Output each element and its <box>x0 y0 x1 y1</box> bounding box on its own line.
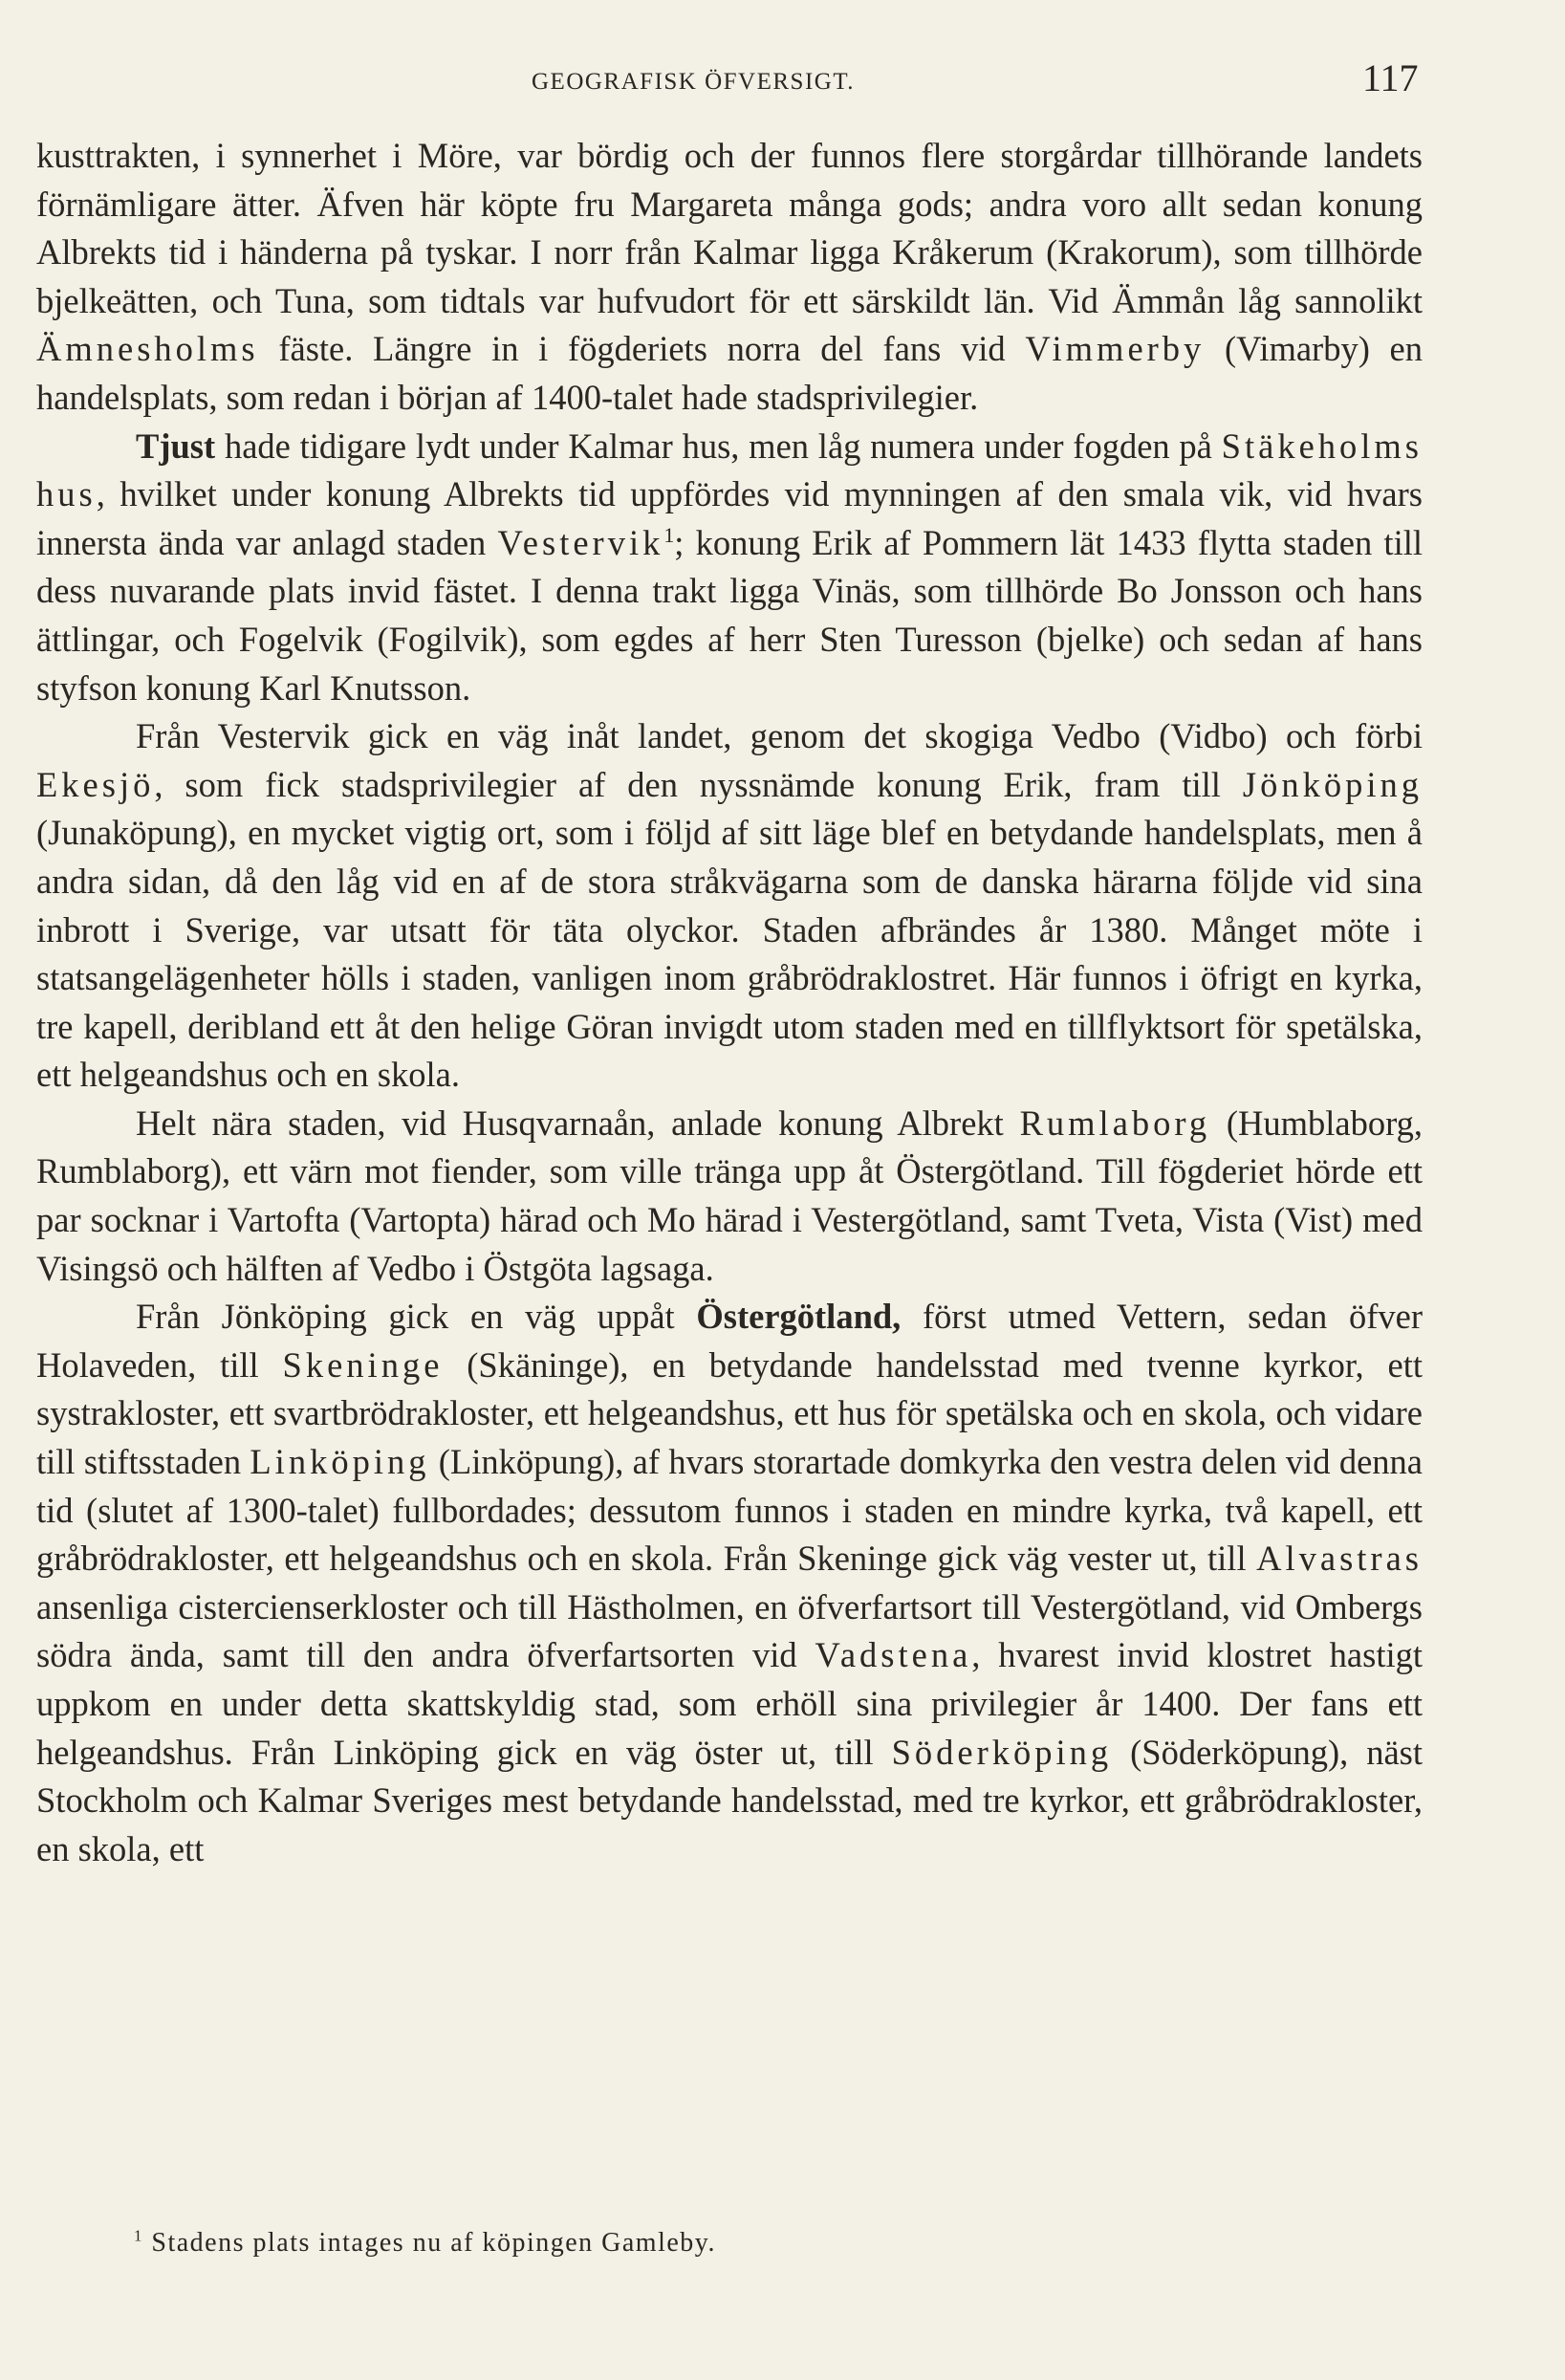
section-keyword: Tjust <box>136 426 216 466</box>
text-run: först utmed Vettern, sedan öfver Holaveden, till <box>36 1297 1423 1385</box>
paragraph-1 <box>36 132 1423 423</box>
text-run: Från Vestervik gick en väg inåt landet, genom det skogiga Vedbo (Vidbo) och förbi <box>136 716 1423 756</box>
place-name: Alvastras <box>1256 1539 1423 1579</box>
text-run: (Skäninge), en betydande handelsstad med tvenne kyrkor, ett systrakloster, ett svartbrödrakloster, ett helgeandshus, ett hus för spetälska och en skola, och vidare till stiftsstaden <box>36 1344 1423 1482</box>
footnote <box>134 2228 716 2259</box>
text-run: Helt nära staden, vid Husqvarnaån, anlade konung Albrekt <box>136 1103 1020 1143</box>
place-name: Skeninge <box>282 1344 444 1385</box>
paragraph-4 <box>36 1100 1423 1293</box>
footnote-reference: 1 <box>663 522 675 547</box>
place-name: Vadstena <box>815 1635 972 1675</box>
text-run: Från Jönköping gick en väg uppåt <box>136 1297 697 1337</box>
footnote-text: Stadens plats intages nu af köpingen Gamleby. <box>151 2228 716 2258</box>
running-title: GEOGRAFISK ÖFVERSIGT. <box>532 69 856 95</box>
text-run: (Humblaborg, Rumblaborg), ett värn mot fiender, som ville tränga upp åt Östergötland. Till fögderiet hörde ett par socknar i Vartofta (Vartopta) härad och Mo härad i Vestergötland, samt Tveta, Vista (Vist) med Visingsö och hälften af Vedbo i Östgöta lagsaga. <box>36 1103 1424 1288</box>
place-name: Stäkeholms hus <box>36 426 1423 514</box>
text-run: , som fick stadsprivilegier af den nyssnämde konung Erik, fram till <box>154 764 1243 804</box>
text-run: kusttrakten, i synnerhet i Möre, var bördig och der funnos flere storgårdar tillhörande landets förnämligare ätter. Äfven här köpte fru Margareta många gods; andra voro allt sedan konung Albrekts tid i händerna på tyskar. I norr från Kalmar ligga Kråkerum (Krakorum), som tillhörde bjelkeätten, och Tuna, som tidtals var hufvudort för ett särskildt län. Vid Ämmån låg sannolikt <box>36 136 1423 320</box>
place-name: Ämnesholms <box>36 329 259 369</box>
body-text <box>36 132 1423 1873</box>
text-run: (Junaköpung), en mycket vigtig ort, som i följd af sitt läge blef en betydande handelsplats, men å andra sidan, då den låg vid en af de stora stråkvägarna som de danska härarna följde vid sina inbrott i Sverige, var utsatt för täta olyckor. Staden afbrändes år 1380. Månget möte i statsangelägenheter hölls i staden, vanligen inom gråbrödraklostret. Här funnos i öfrigt en kyrka, tre kapell, deribland ett åt den helige Göran invigdt utom staden med en tillflyktsort för spetälska, ett helgeandshus och en skola. <box>36 813 1423 1095</box>
running-head <box>0 55 1565 103</box>
paragraph-5 <box>36 1293 1423 1873</box>
text-run: ansenliga cistercienserkloster och till Hästholmen, en öfverfartsort till Vestergötland, vid Ombergs södra ända, samt till den andra öfverfartsorten vid <box>36 1586 1423 1675</box>
place-name: Rumlaborg <box>1019 1103 1211 1143</box>
text-run: (Söderköpung), näst Stockholm och Kalmar Sveriges mest betydande handelsstad, med tre kyrkor, ett gråbrödrakloster, en skola, ett <box>36 1732 1424 1868</box>
place-name: Ekesjö <box>36 764 155 804</box>
text-run: , hvarest invid klostret hastigt uppkom en under detta skattskyldig stad, som erhöll sina privilegier år 1400. Der fans ett helgeandshus. Från Linköping gick en väg öster ut, till <box>36 1635 1424 1772</box>
place-name: Vestervik <box>497 522 664 562</box>
page-number: 117 <box>1362 56 1419 99</box>
text-run: (Vimarby) en handelsplats, som redan i början af 1400-talet hade stadsprivilegier. <box>36 329 1423 417</box>
place-name: Vimmerby <box>1025 329 1206 369</box>
text-run: fäste. Längre in i fögderiets norra del fans vid <box>258 329 1026 369</box>
place-name: Söderköping <box>891 1732 1113 1772</box>
place-name: Jönköping <box>1242 764 1423 804</box>
section-keyword: Östergötland, <box>696 1297 902 1337</box>
paragraph-3 <box>36 712 1423 1100</box>
place-name: Linköping <box>250 1442 430 1482</box>
text-run: , hvilket under konung Albrekts tid uppfördes vid mynningen af den smala vik, vid hvars innersta ända var anlagd staden <box>36 474 1423 562</box>
text-run: (Linköpung), af hvars storartade domkyrka den vestra delen vid denna tid (slutet af 1300-talet) fullbordades; dessutom funnos i staden en mindre kyrka, två kapell, ett gråbrödrakloster, ett helgeandshus och en skola. Från Skeninge gick väg vester ut, till <box>36 1442 1423 1579</box>
footnote-marker: 1 <box>134 2226 143 2245</box>
text-run: ; konung Erik af Pommern lät 1433 flytta staden till dess nuvarande plats invid fästet. I denna trakt ligga Vinäs, som tillhörde Bo Jonsson och hans ättlingar, och Fogelvik (Fogilvik), som egdes af herr Sten Turesson (bjelke) och sedan af hans styfson konung Karl Knutsson. <box>36 522 1423 708</box>
text-run: hade tidigare lydt under Kalmar hus, men låg numera under fogden på <box>215 426 1222 466</box>
paragraph-2 <box>36 423 1423 713</box>
